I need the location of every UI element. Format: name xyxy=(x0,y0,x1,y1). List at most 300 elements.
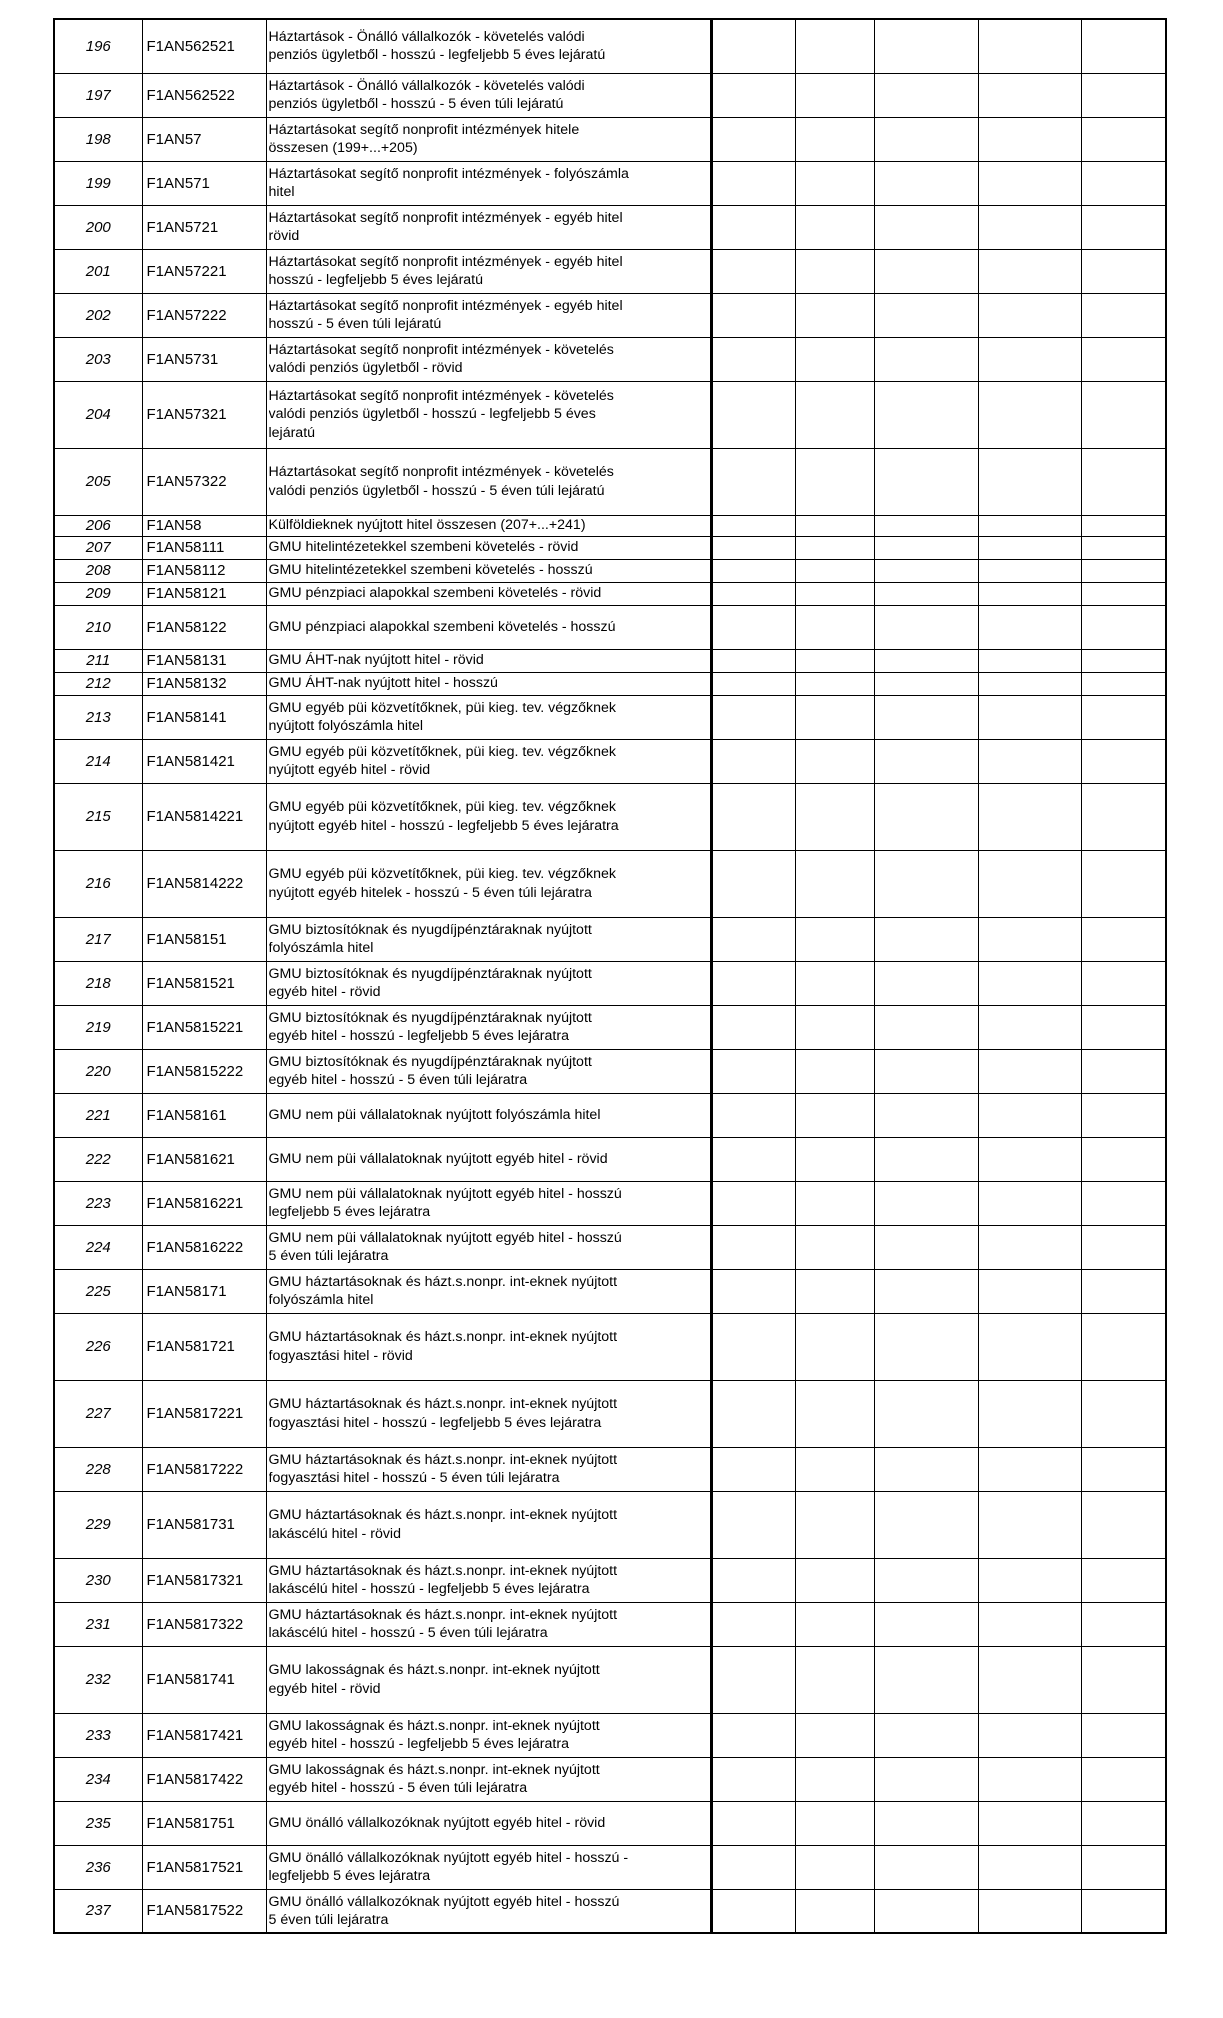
row-description: Háztartások - Önálló vállalkozók - követelés valódi penziós ügyletből - hosszú - legfeljebb 5 éves lejáratú xyxy=(268,29,606,64)
row-description-cell xyxy=(266,1380,711,1447)
value-cell[interactable] xyxy=(795,672,874,695)
value-cell[interactable] xyxy=(978,783,1081,850)
row-description-cell xyxy=(266,1845,711,1889)
value-cell[interactable] xyxy=(711,536,795,559)
value-cell[interactable] xyxy=(978,582,1081,605)
value-cell[interactable] xyxy=(795,739,874,783)
table-row xyxy=(54,559,1166,582)
table-row xyxy=(54,1181,1166,1225)
value-cell[interactable] xyxy=(795,605,874,649)
row-description: GMU lakosságnak és házt.s.nonpr. int-eknek nyújtott egyéb hitel - hosszú - legfeljebb 5 éves lejáratra xyxy=(268,1717,600,1752)
row-description-cell xyxy=(266,559,711,582)
value-cell[interactable] xyxy=(978,1801,1081,1845)
value-cell[interactable] xyxy=(874,1313,978,1380)
value-cell[interactable] xyxy=(978,381,1081,448)
value-cell[interactable] xyxy=(711,605,795,649)
table-row xyxy=(54,73,1166,117)
value-cell[interactable] xyxy=(978,73,1081,117)
value-cell[interactable] xyxy=(1081,649,1166,672)
row-description-cell xyxy=(266,917,711,961)
row-number: 222 xyxy=(54,1137,142,1181)
row-description-cell xyxy=(266,293,711,337)
value-cell[interactable] xyxy=(978,917,1081,961)
value-cell[interactable] xyxy=(1081,1889,1166,1933)
row-number: 224 xyxy=(54,1225,142,1269)
value-cell[interactable] xyxy=(1081,1380,1166,1447)
value-cell[interactable] xyxy=(874,117,978,161)
value-cell[interactable] xyxy=(795,1093,874,1137)
table-row xyxy=(54,1269,1166,1313)
table-row xyxy=(54,1602,1166,1646)
row-number: 217 xyxy=(54,917,142,961)
row-description-cell xyxy=(266,605,711,649)
row-number: 214 xyxy=(54,739,142,783)
value-cell[interactable] xyxy=(1081,1845,1166,1889)
value-cell[interactable] xyxy=(978,249,1081,293)
value-cell[interactable] xyxy=(874,961,978,1005)
value-cell[interactable] xyxy=(874,582,978,605)
value-cell[interactable] xyxy=(795,850,874,917)
value-cell[interactable] xyxy=(711,1093,795,1137)
value-cell[interactable] xyxy=(1081,1225,1166,1269)
value-cell[interactable] xyxy=(978,161,1081,205)
row-code: F1AN5816222 xyxy=(142,1225,266,1269)
value-cell[interactable] xyxy=(795,783,874,850)
value-cell[interactable] xyxy=(978,850,1081,917)
row-number: 203 xyxy=(54,337,142,381)
value-cell[interactable] xyxy=(795,1380,874,1447)
value-cell[interactable] xyxy=(795,536,874,559)
value-cell[interactable] xyxy=(795,117,874,161)
value-cell[interactable] xyxy=(795,1005,874,1049)
row-number: 232 xyxy=(54,1646,142,1713)
row-number: 231 xyxy=(54,1602,142,1646)
value-cell[interactable] xyxy=(1081,515,1166,536)
row-description-cell xyxy=(266,1137,711,1181)
value-cell[interactable] xyxy=(874,1558,978,1602)
value-cell[interactable] xyxy=(874,783,978,850)
row-description: GMU háztartásoknak és házt.s.nonpr. int-eknek nyújtott lakáscélú hitel - hosszú - 5 éven túli lejáratra xyxy=(268,1606,618,1641)
value-cell[interactable] xyxy=(978,205,1081,249)
value-cell[interactable] xyxy=(711,1225,795,1269)
value-cell[interactable] xyxy=(874,293,978,337)
row-number: 200 xyxy=(54,205,142,249)
value-cell[interactable] xyxy=(711,73,795,117)
value-cell[interactable] xyxy=(874,515,978,536)
row-description: GMU egyéb püi közvetítőknek, püi kieg. tev. végzőknek nyújtott egyéb hitelek - hosszú - 5 éven túli lejáratra xyxy=(268,866,617,901)
value-cell[interactable] xyxy=(874,381,978,448)
value-cell[interactable] xyxy=(978,19,1081,73)
value-cell[interactable] xyxy=(711,19,795,73)
value-cell[interactable] xyxy=(711,695,795,739)
value-cell[interactable] xyxy=(874,73,978,117)
value-cell[interactable] xyxy=(1081,205,1166,249)
value-cell[interactable] xyxy=(978,739,1081,783)
row-number: 235 xyxy=(54,1801,142,1845)
value-cell[interactable] xyxy=(978,1491,1081,1558)
row-code: F1AN58121 xyxy=(142,582,266,605)
value-cell[interactable] xyxy=(795,1181,874,1225)
table-row xyxy=(54,649,1166,672)
value-cell[interactable] xyxy=(874,249,978,293)
value-cell[interactable] xyxy=(795,961,874,1005)
value-cell[interactable] xyxy=(978,1005,1081,1049)
value-cell[interactable] xyxy=(1081,1558,1166,1602)
value-cell[interactable] xyxy=(874,1757,978,1801)
row-code: F1AN5817421 xyxy=(142,1713,266,1757)
row-number: 201 xyxy=(54,249,142,293)
value-cell[interactable] xyxy=(978,1181,1081,1225)
value-cell[interactable] xyxy=(795,1447,874,1491)
value-cell[interactable] xyxy=(978,961,1081,1005)
value-cell[interactable] xyxy=(978,1602,1081,1646)
value-cell[interactable] xyxy=(795,381,874,448)
value-cell[interactable] xyxy=(711,381,795,448)
value-cell[interactable] xyxy=(874,1093,978,1137)
value-cell[interactable] xyxy=(711,1137,795,1181)
value-cell[interactable] xyxy=(1081,1491,1166,1558)
row-description: GMU lakosságnak és házt.s.nonpr. int-eknek nyújtott egyéb hitel - rövid xyxy=(268,1662,600,1697)
row-description: GMU önálló vállalkozóknak nyújtott egyéb hitel - hosszú 5 éven túli lejáratra xyxy=(268,1893,620,1928)
value-cell[interactable] xyxy=(978,117,1081,161)
value-cell[interactable] xyxy=(874,1801,978,1845)
value-cell[interactable] xyxy=(1081,381,1166,448)
value-cell[interactable] xyxy=(795,649,874,672)
value-cell[interactable] xyxy=(795,73,874,117)
value-cell[interactable] xyxy=(795,161,874,205)
value-cell[interactable] xyxy=(874,605,978,649)
value-cell[interactable] xyxy=(711,649,795,672)
value-cell[interactable] xyxy=(795,1491,874,1558)
value-cell[interactable] xyxy=(795,448,874,515)
row-description-cell xyxy=(266,1181,711,1225)
value-cell[interactable] xyxy=(1081,73,1166,117)
value-cell[interactable] xyxy=(1081,1447,1166,1491)
value-cell[interactable] xyxy=(1081,1137,1166,1181)
value-cell[interactable] xyxy=(1081,850,1166,917)
value-cell[interactable] xyxy=(874,1447,978,1491)
row-description: GMU önálló vállalkozóknak nyújtott egyéb hitel - rövid xyxy=(268,1814,606,1831)
row-description-cell xyxy=(266,739,711,783)
value-cell[interactable] xyxy=(711,850,795,917)
value-cell[interactable] xyxy=(711,249,795,293)
row-description: Háztartásokat segítő nonprofit intézmények - követelés valódi penziós ügyletből - hosszú - legfeljebb 5 éves lejáratú xyxy=(268,388,614,441)
value-cell[interactable] xyxy=(978,1713,1081,1757)
value-cell[interactable] xyxy=(795,582,874,605)
value-cell[interactable] xyxy=(874,1137,978,1181)
value-cell[interactable] xyxy=(874,1845,978,1889)
row-number: 206 xyxy=(54,515,142,536)
value-cell[interactable] xyxy=(795,1889,874,1933)
value-cell[interactable] xyxy=(874,917,978,961)
value-cell[interactable] xyxy=(711,205,795,249)
value-cell[interactable] xyxy=(795,1049,874,1093)
value-cell[interactable] xyxy=(795,205,874,249)
value-cell[interactable] xyxy=(711,1269,795,1313)
value-cell[interactable] xyxy=(1081,117,1166,161)
value-cell[interactable] xyxy=(795,1269,874,1313)
row-description-cell xyxy=(266,695,711,739)
value-cell[interactable] xyxy=(1081,1005,1166,1049)
value-cell[interactable] xyxy=(874,1049,978,1093)
row-code: F1AN58111 xyxy=(142,536,266,559)
value-cell[interactable] xyxy=(1081,783,1166,850)
value-cell[interactable] xyxy=(711,1713,795,1757)
row-code: F1AN581741 xyxy=(142,1646,266,1713)
value-cell[interactable] xyxy=(795,515,874,536)
row-description-cell xyxy=(266,249,711,293)
value-cell[interactable] xyxy=(795,1313,874,1380)
row-number: 228 xyxy=(54,1447,142,1491)
value-cell[interactable] xyxy=(795,1845,874,1889)
row-code: F1AN58161 xyxy=(142,1093,266,1137)
value-cell[interactable] xyxy=(1081,1313,1166,1380)
table-row xyxy=(54,205,1166,249)
row-code: F1AN57221 xyxy=(142,249,266,293)
row-number: 236 xyxy=(54,1845,142,1889)
value-cell[interactable] xyxy=(1081,1181,1166,1225)
value-cell[interactable] xyxy=(711,1491,795,1558)
value-cell[interactable] xyxy=(978,515,1081,536)
value-cell[interactable] xyxy=(711,337,795,381)
value-cell[interactable] xyxy=(1081,1757,1166,1801)
value-cell[interactable] xyxy=(1081,1269,1166,1313)
value-cell[interactable] xyxy=(1081,1093,1166,1137)
row-description: GMU egyéb püi közvetítőknek, püi kieg. tev. végzőknek nyújtott egyéb hitel - hosszú - legfeljebb 5 éves lejáratra xyxy=(268,799,619,834)
value-cell[interactable] xyxy=(711,739,795,783)
row-number: 205 xyxy=(54,448,142,515)
value-cell[interactable] xyxy=(1081,249,1166,293)
value-cell[interactable] xyxy=(874,1889,978,1933)
value-cell[interactable] xyxy=(874,205,978,249)
row-description-cell xyxy=(266,1447,711,1491)
value-cell[interactable] xyxy=(1081,582,1166,605)
value-cell[interactable] xyxy=(874,739,978,783)
value-cell[interactable] xyxy=(711,783,795,850)
value-cell[interactable] xyxy=(874,448,978,515)
row-number: 215 xyxy=(54,783,142,850)
value-cell[interactable] xyxy=(1081,961,1166,1005)
value-cell[interactable] xyxy=(874,1380,978,1447)
value-cell[interactable] xyxy=(711,515,795,536)
value-cell[interactable] xyxy=(978,605,1081,649)
row-number: 219 xyxy=(54,1005,142,1049)
row-description: Háztartásokat segítő nonprofit intézmények - követelés valódi penziós ügyletből - rövid xyxy=(268,341,614,376)
table-row xyxy=(54,605,1166,649)
value-cell[interactable] xyxy=(1081,448,1166,515)
value-cell[interactable] xyxy=(1081,605,1166,649)
value-cell[interactable] xyxy=(711,672,795,695)
row-number: 202 xyxy=(54,293,142,337)
value-cell[interactable] xyxy=(711,161,795,205)
row-number: 204 xyxy=(54,381,142,448)
value-cell[interactable] xyxy=(874,1269,978,1313)
row-description: GMU nem püi vállalatoknak nyújtott folyószámla hitel xyxy=(268,1106,601,1123)
value-cell[interactable] xyxy=(1081,293,1166,337)
table-row xyxy=(54,381,1166,448)
table-row xyxy=(54,850,1166,917)
value-cell[interactable] xyxy=(978,695,1081,739)
value-cell[interactable] xyxy=(711,961,795,1005)
table-row xyxy=(54,1093,1166,1137)
value-cell[interactable] xyxy=(795,19,874,73)
row-number: 207 xyxy=(54,536,142,559)
value-cell[interactable] xyxy=(1081,337,1166,381)
value-cell[interactable] xyxy=(874,1181,978,1225)
value-cell[interactable] xyxy=(711,1447,795,1491)
value-cell[interactable] xyxy=(874,1225,978,1269)
row-description: GMU háztartásoknak és házt.s.nonpr. int-eknek nyújtott lakáscélú hitel - hosszú - legfeljebb 5 éves lejáratra xyxy=(268,1562,618,1597)
value-cell[interactable] xyxy=(874,536,978,559)
value-cell[interactable] xyxy=(1081,536,1166,559)
value-cell[interactable] xyxy=(795,1713,874,1757)
row-code: F1AN581621 xyxy=(142,1137,266,1181)
value-cell[interactable] xyxy=(795,1757,874,1801)
value-cell[interactable] xyxy=(978,1137,1081,1181)
value-cell[interactable] xyxy=(978,1889,1081,1933)
row-description: GMU nem püi vállalatoknak nyújtott egyéb hitel - hosszú 5 éven túli lejáratra xyxy=(268,1229,622,1264)
value-cell[interactable] xyxy=(978,559,1081,582)
table-row xyxy=(54,917,1166,961)
value-cell[interactable] xyxy=(978,1380,1081,1447)
row-number: 198 xyxy=(54,117,142,161)
value-cell[interactable] xyxy=(711,1181,795,1225)
table-row xyxy=(54,448,1166,515)
value-cell[interactable] xyxy=(795,559,874,582)
row-number: 230 xyxy=(54,1558,142,1602)
value-cell[interactable] xyxy=(711,1380,795,1447)
value-cell[interactable] xyxy=(978,1269,1081,1313)
value-cell[interactable] xyxy=(1081,695,1166,739)
value-cell[interactable] xyxy=(1081,917,1166,961)
value-cell[interactable] xyxy=(1081,161,1166,205)
row-description-cell xyxy=(266,1713,711,1757)
row-code: F1AN581521 xyxy=(142,961,266,1005)
value-cell[interactable] xyxy=(978,1646,1081,1713)
value-cell[interactable] xyxy=(874,1602,978,1646)
loan-code-table xyxy=(53,18,1167,1934)
value-cell[interactable] xyxy=(711,1889,795,1933)
row-code: F1AN58171 xyxy=(142,1269,266,1313)
value-cell[interactable] xyxy=(711,559,795,582)
value-cell[interactable] xyxy=(874,161,978,205)
value-cell[interactable] xyxy=(874,649,978,672)
value-cell[interactable] xyxy=(874,695,978,739)
value-cell[interactable] xyxy=(978,1845,1081,1889)
value-cell[interactable] xyxy=(874,672,978,695)
value-cell[interactable] xyxy=(978,1558,1081,1602)
value-cell[interactable] xyxy=(978,536,1081,559)
table-row xyxy=(54,1380,1166,1447)
table-row xyxy=(54,1646,1166,1713)
value-cell[interactable] xyxy=(874,850,978,917)
value-cell[interactable] xyxy=(795,1137,874,1181)
row-description: GMU biztosítóknak és nyugdíjpénztáraknak nyújtott egyéb hitel - hosszú - legfeljebb 5 éves lejáratra xyxy=(268,1009,592,1044)
value-cell[interactable] xyxy=(978,1093,1081,1137)
row-code: F1AN581721 xyxy=(142,1313,266,1380)
value-cell[interactable] xyxy=(711,1845,795,1889)
value-cell[interactable] xyxy=(1081,19,1166,73)
value-cell[interactable] xyxy=(795,1602,874,1646)
value-cell[interactable] xyxy=(874,337,978,381)
value-cell[interactable] xyxy=(978,1049,1081,1093)
value-cell[interactable] xyxy=(1081,1713,1166,1757)
row-description: Háztartásokat segítő nonprofit intézmények - egyéb hitel rövid xyxy=(268,209,623,244)
value-cell[interactable] xyxy=(978,1447,1081,1491)
value-cell[interactable] xyxy=(978,672,1081,695)
table-row xyxy=(54,1713,1166,1757)
value-cell[interactable] xyxy=(795,1225,874,1269)
value-cell[interactable] xyxy=(1081,1646,1166,1713)
row-description-cell xyxy=(266,1889,711,1933)
value-cell[interactable] xyxy=(711,1646,795,1713)
value-cell[interactable] xyxy=(795,249,874,293)
value-cell[interactable] xyxy=(795,917,874,961)
row-number: 234 xyxy=(54,1757,142,1801)
table-row xyxy=(54,293,1166,337)
value-cell[interactable] xyxy=(795,337,874,381)
table-row xyxy=(54,1558,1166,1602)
value-cell[interactable] xyxy=(711,117,795,161)
value-cell[interactable] xyxy=(874,1646,978,1713)
value-cell[interactable] xyxy=(1081,559,1166,582)
row-code: F1AN5731 xyxy=(142,337,266,381)
row-description-cell xyxy=(266,536,711,559)
value-cell[interactable] xyxy=(978,1757,1081,1801)
row-description: GMU nem püi vállalatoknak nyújtott egyéb hitel - hosszú legfeljebb 5 éves lejáratra xyxy=(268,1185,622,1220)
value-cell[interactable] xyxy=(795,293,874,337)
value-cell[interactable] xyxy=(711,1801,795,1845)
value-cell[interactable] xyxy=(711,917,795,961)
value-cell[interactable] xyxy=(711,1313,795,1380)
value-cell[interactable] xyxy=(1081,1602,1166,1646)
value-cell[interactable] xyxy=(874,1005,978,1049)
value-cell[interactable] xyxy=(711,293,795,337)
value-cell[interactable] xyxy=(795,695,874,739)
value-cell[interactable] xyxy=(711,1558,795,1602)
value-cell[interactable] xyxy=(978,1313,1081,1380)
row-description: GMU háztartásoknak és házt.s.nonpr. int-eknek nyújtott fogyasztási hitel - hosszú - 5 éven túli lejáratra xyxy=(268,1451,618,1486)
value-cell[interactable] xyxy=(711,1049,795,1093)
value-cell[interactable] xyxy=(978,337,1081,381)
value-cell[interactable] xyxy=(874,1491,978,1558)
value-cell[interactable] xyxy=(874,1713,978,1757)
value-cell[interactable] xyxy=(711,1757,795,1801)
value-cell[interactable] xyxy=(978,448,1081,515)
value-cell[interactable] xyxy=(874,19,978,73)
value-cell[interactable] xyxy=(711,1005,795,1049)
value-cell[interactable] xyxy=(711,582,795,605)
value-cell[interactable] xyxy=(711,448,795,515)
row-code: F1AN5814222 xyxy=(142,850,266,917)
value-cell[interactable] xyxy=(1081,1801,1166,1845)
value-cell[interactable] xyxy=(978,649,1081,672)
value-cell[interactable] xyxy=(874,559,978,582)
value-cell[interactable] xyxy=(1081,739,1166,783)
value-cell[interactable] xyxy=(795,1801,874,1845)
value-cell[interactable] xyxy=(711,1602,795,1646)
value-cell[interactable] xyxy=(795,1646,874,1713)
value-cell[interactable] xyxy=(1081,1049,1166,1093)
row-number: 197 xyxy=(54,73,142,117)
row-description: GMU háztartásoknak és házt.s.nonpr. int-eknek nyújtott fogyasztási hitel - hosszú - legfeljebb 5 éves lejáratra xyxy=(268,1396,618,1431)
value-cell[interactable] xyxy=(1081,672,1166,695)
value-cell[interactable] xyxy=(795,1558,874,1602)
value-cell[interactable] xyxy=(978,1225,1081,1269)
row-description: GMU hitelintézetekkel szembeni követelés - hosszú xyxy=(268,562,593,579)
value-cell[interactable] xyxy=(978,293,1081,337)
row-code: F1AN58131 xyxy=(142,649,266,672)
